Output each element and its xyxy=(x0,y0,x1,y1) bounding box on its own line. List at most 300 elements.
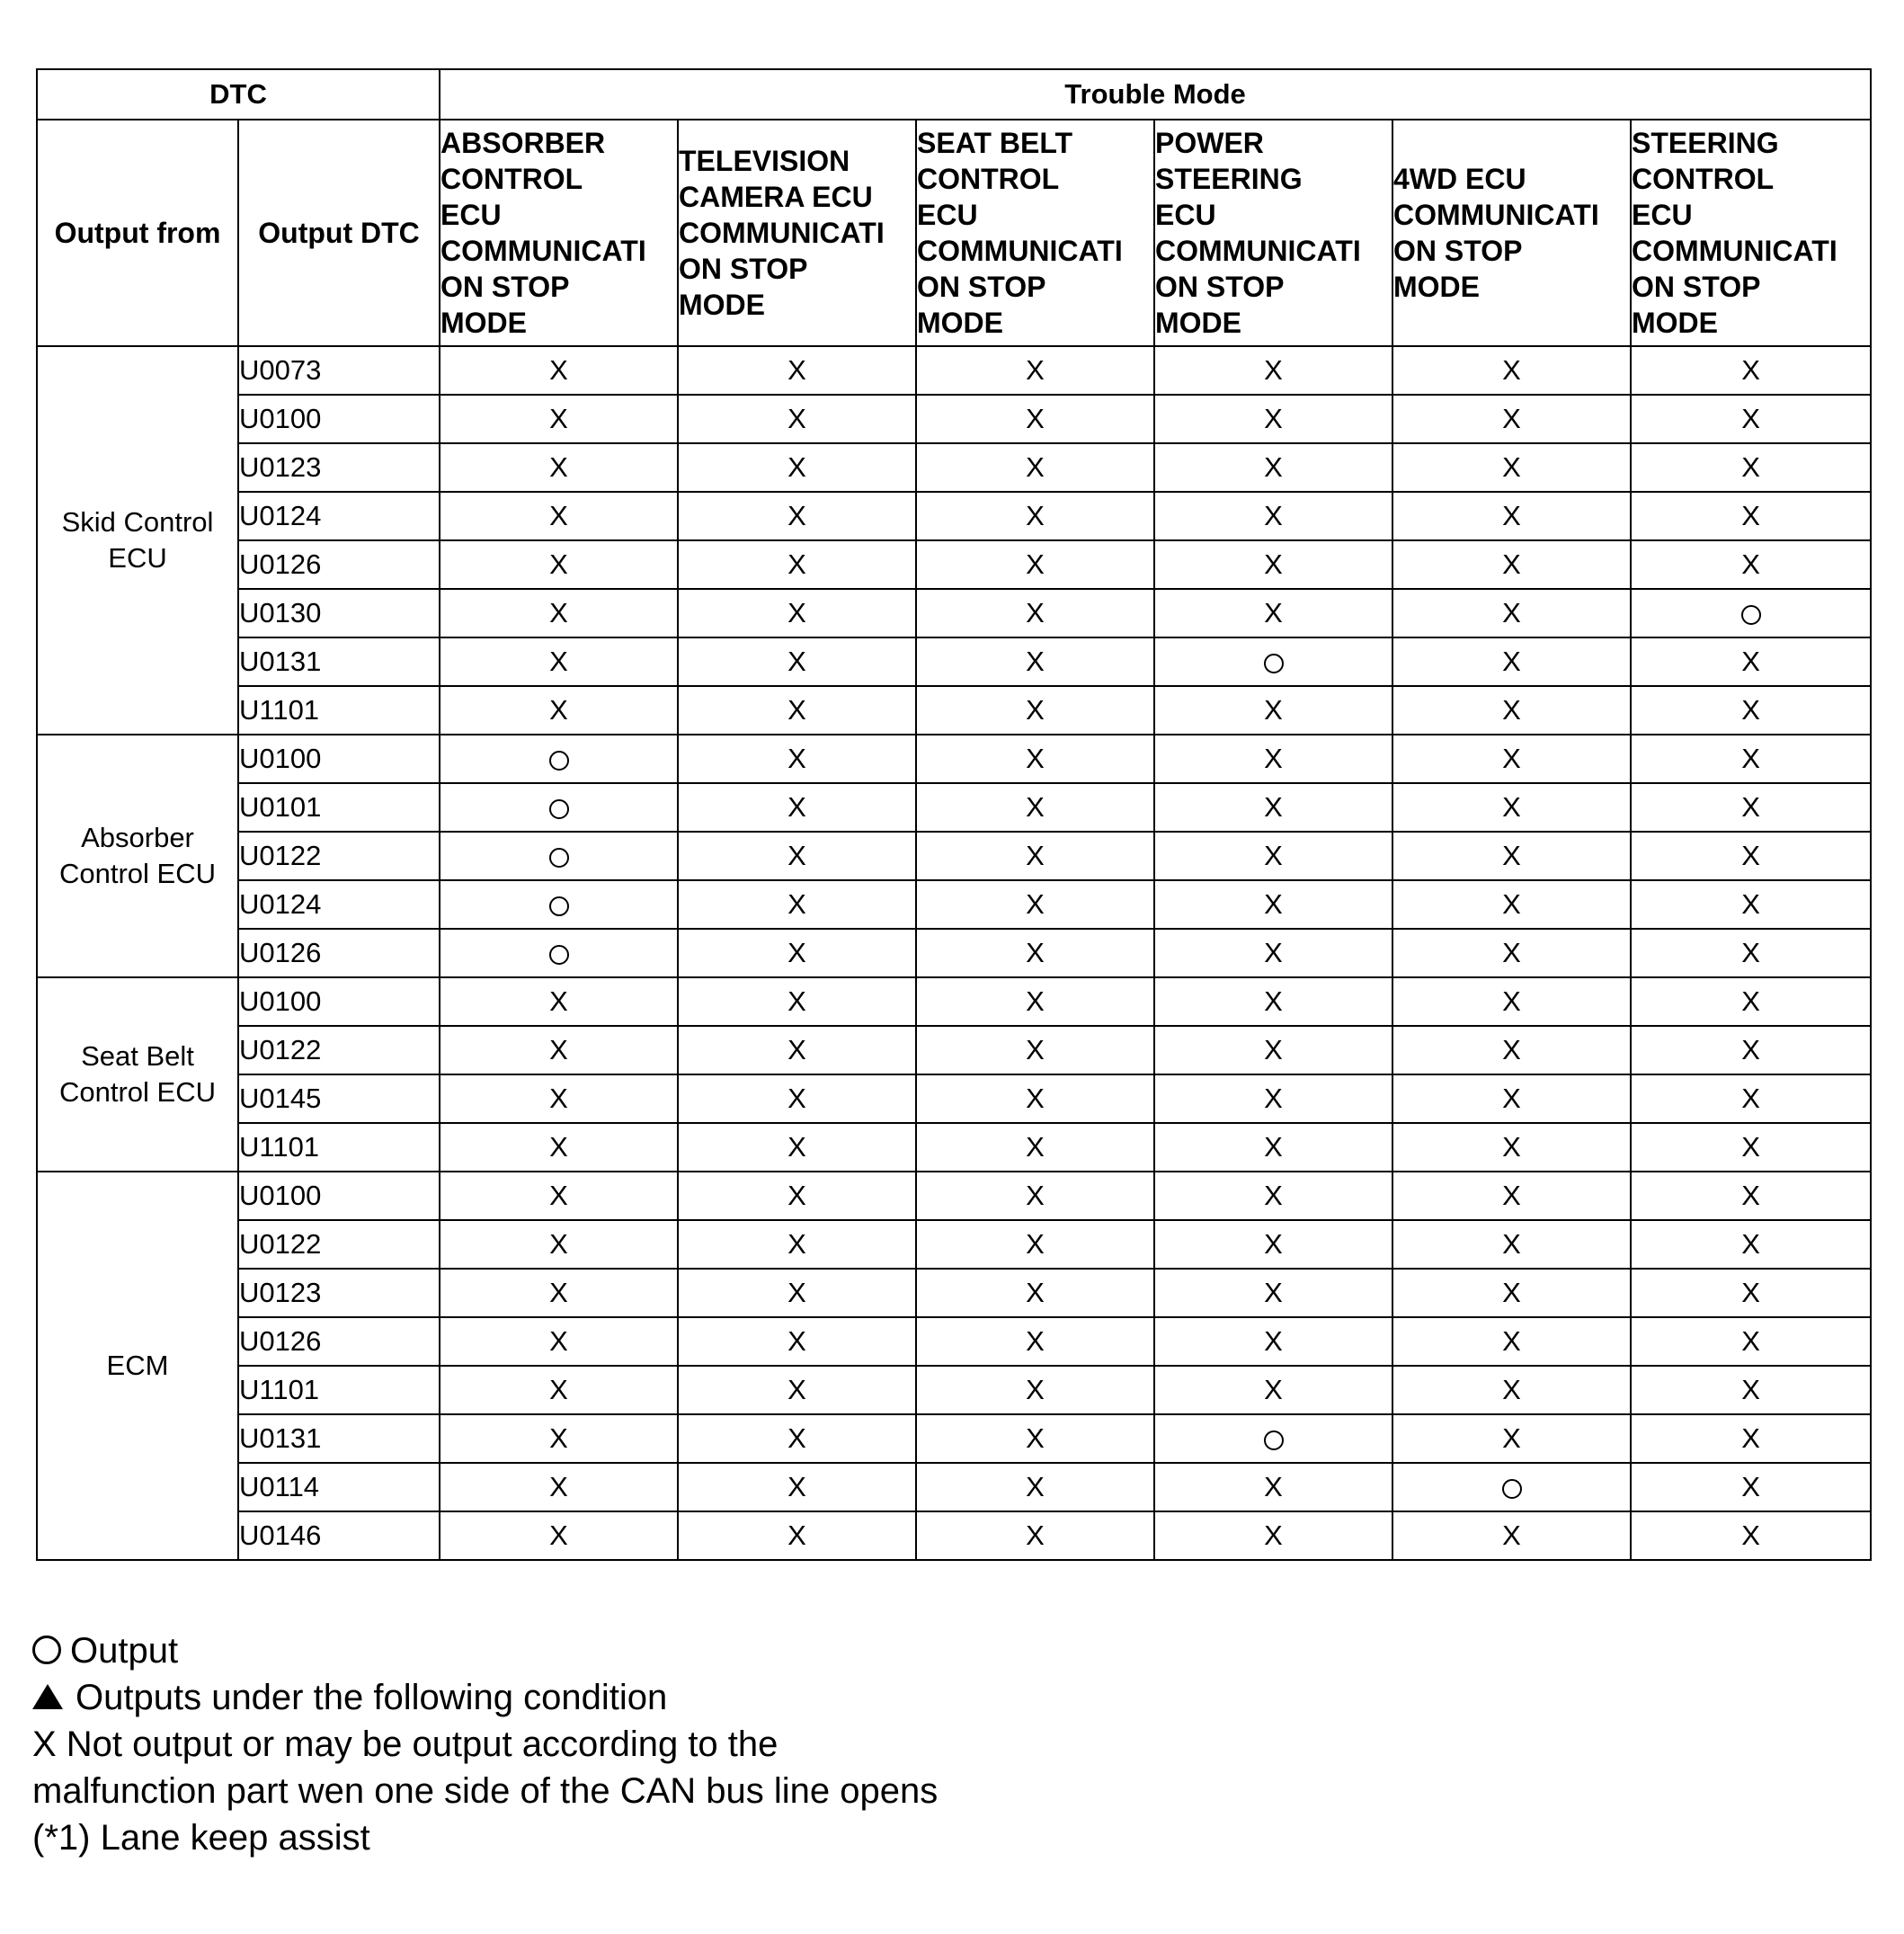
not-output-x-mark: X xyxy=(1741,1325,1760,1357)
not-output-x-mark: X xyxy=(1026,1180,1045,1211)
not-output-x-mark: X xyxy=(549,500,568,531)
mode-cell xyxy=(1392,1463,1631,1511)
mode-cell xyxy=(1392,1366,1631,1414)
table-row xyxy=(37,1317,1871,1366)
output-dtc-cell: U0122 xyxy=(238,1026,440,1074)
not-output-x-mark: X xyxy=(1741,1422,1760,1454)
mode-cell xyxy=(916,1026,1154,1074)
mode-cell xyxy=(1392,1074,1631,1123)
mode-cell xyxy=(1154,1026,1392,1074)
output-dtc-cell: U0122 xyxy=(238,1220,440,1269)
mode-cell xyxy=(1392,1172,1631,1220)
mode-cell xyxy=(916,929,1154,977)
legend-output-row xyxy=(32,1627,938,1674)
not-output-x-mark: X xyxy=(787,451,806,483)
mode-cell xyxy=(440,346,678,395)
not-output-x-mark: X xyxy=(1264,500,1283,531)
not-output-x-mark: X xyxy=(1026,791,1045,823)
mode-cell xyxy=(916,540,1154,589)
not-output-x-mark: X xyxy=(1264,597,1283,628)
mode-header-absorber: ABSORBER CONTROL ECU COMMUNICATI ON STOP MODE xyxy=(440,120,678,346)
mode-cell xyxy=(1154,1317,1392,1366)
output-circle-mark xyxy=(549,945,569,965)
mode-cell xyxy=(916,977,1154,1026)
mode-cell xyxy=(1631,1220,1871,1269)
mode-cell xyxy=(916,346,1154,395)
not-output-x-mark: X xyxy=(1264,1083,1283,1114)
mode-cell xyxy=(678,735,916,783)
mode-cell xyxy=(440,686,678,735)
not-output-x-mark: X xyxy=(1741,548,1760,580)
not-output-x-mark: X xyxy=(1264,937,1283,968)
mode-header-steering-control: STEERING CONTROL ECU COMMUNICATI ON STOP MODE xyxy=(1631,120,1871,346)
output-circle-mark xyxy=(549,751,569,771)
output-dtc-cell: U0100 xyxy=(238,977,440,1026)
mode-cell xyxy=(1154,1074,1392,1123)
not-output-x-mark: X xyxy=(1026,1520,1045,1551)
mode-cell xyxy=(1631,1074,1871,1123)
output-dtc-cell: U0122 xyxy=(238,832,440,880)
mode-cell xyxy=(916,735,1154,783)
mode-cell xyxy=(1392,1511,1631,1560)
output-circle-mark xyxy=(549,799,569,819)
mode-cell xyxy=(1392,1026,1631,1074)
not-output-x-mark: X xyxy=(1502,840,1521,871)
not-output-x-mark: X xyxy=(1502,451,1521,483)
not-output-x-mark: X xyxy=(1026,840,1045,871)
output-dtc-cell: U0101 xyxy=(238,783,440,832)
mode-cell xyxy=(440,1074,678,1123)
not-output-x-mark: X xyxy=(787,597,806,628)
not-output-x-mark: X xyxy=(549,1471,568,1502)
mode-cell xyxy=(440,929,678,977)
mode-cell xyxy=(678,637,916,686)
output-dtc-cell: U0126 xyxy=(238,1317,440,1366)
output-from-cell: Skid Control ECU xyxy=(37,346,238,735)
mode-cell xyxy=(678,783,916,832)
not-output-x-mark: X xyxy=(1264,451,1283,483)
mode-cell xyxy=(678,492,916,540)
mode-cell xyxy=(678,832,916,880)
table-row xyxy=(37,1463,1871,1511)
mode-cell xyxy=(1631,492,1871,540)
not-output-x-mark: X xyxy=(1741,646,1760,677)
not-output-x-mark: X xyxy=(787,1325,806,1357)
mode-cell xyxy=(916,492,1154,540)
mode-cell xyxy=(678,1511,916,1560)
not-output-x-mark: X xyxy=(1741,1083,1760,1114)
mode-cell xyxy=(440,1123,678,1172)
mode-cell xyxy=(916,880,1154,929)
not-output-x-mark: X xyxy=(1026,403,1045,434)
not-output-x-mark: X xyxy=(1026,1083,1045,1114)
mode-cell xyxy=(916,1414,1154,1463)
mode-cell xyxy=(916,1123,1154,1172)
not-output-x-mark: X xyxy=(549,1277,568,1308)
not-output-x-mark: X xyxy=(1502,937,1521,968)
not-output-x-mark: X xyxy=(1026,694,1045,726)
mode-cell xyxy=(440,1414,678,1463)
not-output-x-mark: X xyxy=(1502,1422,1521,1454)
mode-cell xyxy=(916,637,1154,686)
not-output-x-mark: X xyxy=(787,1471,806,1502)
not-output-x-mark: X xyxy=(1502,354,1521,386)
not-output-x-mark: X xyxy=(1502,791,1521,823)
mode-cell xyxy=(440,735,678,783)
mode-cell xyxy=(1631,735,1871,783)
legend xyxy=(32,1627,938,1861)
mode-cell xyxy=(1154,686,1392,735)
mode-cell xyxy=(1631,1366,1871,1414)
mode-cell xyxy=(1392,1269,1631,1317)
output-from-cell: Seat Belt Control ECU xyxy=(37,977,238,1172)
not-output-x-mark: X xyxy=(1741,403,1760,434)
mode-cell xyxy=(1392,1317,1631,1366)
not-output-x-mark: X xyxy=(1741,500,1760,531)
mode-cell xyxy=(678,1074,916,1123)
not-output-x-mark: X xyxy=(1026,1034,1045,1065)
mode-cell xyxy=(916,783,1154,832)
mode-cell xyxy=(440,977,678,1026)
not-output-x-mark: X xyxy=(1502,646,1521,677)
not-output-x-mark: X xyxy=(787,1083,806,1114)
mode-cell xyxy=(678,395,916,443)
table-body xyxy=(37,346,1871,1560)
mode-cell xyxy=(1392,977,1631,1026)
not-output-x-mark: X xyxy=(1026,743,1045,774)
mode-cell xyxy=(1154,443,1392,492)
not-output-x-mark: X xyxy=(787,1131,806,1163)
mode-cell xyxy=(1631,977,1871,1026)
not-output-x-mark: X xyxy=(1026,1228,1045,1260)
not-output-x-mark: X xyxy=(1502,1180,1521,1211)
output-circle-mark xyxy=(549,896,569,916)
not-output-x-mark: X xyxy=(1502,888,1521,920)
mode-cell xyxy=(1154,540,1392,589)
mode-cell xyxy=(678,1220,916,1269)
mode-cell xyxy=(1631,1511,1871,1560)
output-dtc-cell: U0100 xyxy=(238,395,440,443)
not-output-x-mark: X xyxy=(1741,840,1760,871)
output-dtc-header: Output DTC xyxy=(238,120,440,346)
not-output-x-mark: X xyxy=(1026,597,1045,628)
not-output-x-mark: X xyxy=(1741,451,1760,483)
mode-cell xyxy=(1631,540,1871,589)
not-output-x-mark: X xyxy=(1502,403,1521,434)
mode-cell xyxy=(1154,1220,1392,1269)
table-row xyxy=(37,637,1871,686)
not-output-x-mark: X xyxy=(1026,985,1045,1017)
legend-conditional-text: Outputs under the following condition xyxy=(76,1678,668,1717)
mode-cell xyxy=(916,589,1154,637)
not-output-x-mark: X xyxy=(1741,354,1760,386)
mode-cell xyxy=(1392,346,1631,395)
not-output-x-mark: X xyxy=(549,354,568,386)
mode-cell xyxy=(1631,880,1871,929)
not-output-x-mark: X xyxy=(549,646,568,677)
not-output-x-mark: X xyxy=(549,1422,568,1454)
table-row xyxy=(37,395,1871,443)
mode-cell xyxy=(1154,1414,1392,1463)
mode-cell xyxy=(440,880,678,929)
mode-cell xyxy=(440,492,678,540)
table-row xyxy=(37,735,1871,783)
output-dtc-cell: U1101 xyxy=(238,1123,440,1172)
mode-cell xyxy=(1154,929,1392,977)
mode-cell xyxy=(440,540,678,589)
output-from-cell: Absorber Control ECU xyxy=(37,735,238,977)
output-dtc-cell: U0126 xyxy=(238,929,440,977)
mode-cell xyxy=(440,1511,678,1560)
not-output-x-mark: X xyxy=(1502,548,1521,580)
mode-cell xyxy=(1154,783,1392,832)
not-output-x-mark: X xyxy=(1026,500,1045,531)
mode-cell xyxy=(1392,589,1631,637)
mode-cell xyxy=(678,929,916,977)
not-output-x-mark: X xyxy=(1741,1520,1760,1551)
mode-cell xyxy=(1631,1463,1871,1511)
mode-cell xyxy=(1631,637,1871,686)
mode-cell xyxy=(440,1269,678,1317)
not-output-x-mark: X xyxy=(1264,1520,1283,1551)
not-output-x-mark: X xyxy=(1741,1277,1760,1308)
mode-cell xyxy=(1631,346,1871,395)
not-output-x-mark: X xyxy=(787,1422,806,1454)
not-output-x-mark: X xyxy=(1264,548,1283,580)
mode-cell xyxy=(1631,1172,1871,1220)
not-output-x-mark: X xyxy=(1741,888,1760,920)
not-output-x-mark: X xyxy=(549,694,568,726)
table-row xyxy=(37,783,1871,832)
legend-note1: (*1) Lane keep assist xyxy=(32,1818,370,1858)
mode-cell xyxy=(1154,832,1392,880)
mode-cell xyxy=(1154,589,1392,637)
table-row xyxy=(37,1172,1871,1220)
mode-cell xyxy=(916,1269,1154,1317)
output-circle-mark xyxy=(1264,1430,1284,1450)
output-from-header: Output from xyxy=(37,120,238,346)
output-dtc-cell: U0130 xyxy=(238,589,440,637)
mode-cell xyxy=(1392,492,1631,540)
table-row xyxy=(37,1511,1871,1560)
table-row xyxy=(37,346,1871,395)
mode-cell xyxy=(1392,1414,1631,1463)
mode-cell xyxy=(440,832,678,880)
not-output-x-mark: X xyxy=(1741,1471,1760,1502)
not-output-x-mark: X xyxy=(1741,743,1760,774)
mode-cell xyxy=(678,686,916,735)
mode-cell xyxy=(1392,686,1631,735)
mode-cell xyxy=(916,1220,1154,1269)
mode-cell xyxy=(440,1463,678,1511)
not-output-x-mark: X xyxy=(1264,1471,1283,1502)
not-output-x-mark: X xyxy=(1502,1228,1521,1260)
not-output-x-mark: X xyxy=(1741,1034,1760,1065)
not-output-x-mark: X xyxy=(787,985,806,1017)
not-output-x-mark: X xyxy=(1264,1374,1283,1405)
not-output-x-mark: X xyxy=(1502,1374,1521,1405)
legend-not-output-line2: malfunction part wen one side of the CAN bus line opens xyxy=(32,1771,939,1811)
not-output-x-mark: X xyxy=(1741,694,1760,726)
mode-cell xyxy=(916,1463,1154,1511)
output-dtc-cell: U0123 xyxy=(238,1269,440,1317)
not-output-x-mark: X xyxy=(1264,840,1283,871)
not-output-x-mark: X xyxy=(1026,888,1045,920)
mode-cell xyxy=(916,1317,1154,1366)
output-dtc-cell: U1101 xyxy=(238,686,440,735)
mode-cell xyxy=(1154,1269,1392,1317)
not-output-x-mark: X xyxy=(787,1374,806,1405)
mode-cell xyxy=(1154,395,1392,443)
not-output-x-mark: X xyxy=(1502,1520,1521,1551)
mode-cell xyxy=(1392,1123,1631,1172)
table-row xyxy=(37,492,1871,540)
not-output-x-mark: X xyxy=(787,1180,806,1211)
not-output-x-mark: X xyxy=(1741,1131,1760,1163)
not-output-x-mark: X xyxy=(1741,985,1760,1017)
table-row xyxy=(37,832,1871,880)
output-circle-mark xyxy=(1741,605,1761,625)
not-output-x-mark: X xyxy=(549,1228,568,1260)
not-output-x-mark: X xyxy=(1741,1228,1760,1260)
mode-cell xyxy=(1631,929,1871,977)
table-row xyxy=(37,589,1871,637)
not-output-x-mark: X xyxy=(1502,1131,1521,1163)
table-row xyxy=(37,1123,1871,1172)
table-row xyxy=(37,1366,1871,1414)
mode-cell xyxy=(1154,1123,1392,1172)
mode-cell xyxy=(1154,1172,1392,1220)
table-row xyxy=(37,1026,1871,1074)
not-output-x-mark: X xyxy=(1026,1277,1045,1308)
mode-cell xyxy=(678,1123,916,1172)
output-dtc-cell: U0100 xyxy=(238,735,440,783)
mode-cell xyxy=(916,395,1154,443)
mode-cell xyxy=(916,1074,1154,1123)
legend-output-text: Output xyxy=(70,1631,179,1671)
mode-cell xyxy=(916,1172,1154,1220)
output-dtc-cell: U0126 xyxy=(238,540,440,589)
mode-cell xyxy=(916,1366,1154,1414)
not-output-x-mark: X xyxy=(787,646,806,677)
not-output-x-mark: X xyxy=(1264,694,1283,726)
not-output-x-mark: X xyxy=(549,1520,568,1551)
mode-cell xyxy=(678,346,916,395)
table-row xyxy=(37,929,1871,977)
mode-cell xyxy=(1631,783,1871,832)
table-row xyxy=(37,1074,1871,1123)
mode-cell xyxy=(678,1269,916,1317)
mode-cell xyxy=(1631,589,1871,637)
not-output-x-mark: X xyxy=(787,840,806,871)
not-output-x-mark: X xyxy=(549,1131,568,1163)
table-row xyxy=(37,443,1871,492)
not-output-x-mark: X xyxy=(1264,791,1283,823)
dtc-header: DTC xyxy=(37,69,440,120)
not-output-x-mark: X xyxy=(1264,403,1283,434)
mode-cell xyxy=(678,1366,916,1414)
mode-cell xyxy=(1154,1463,1392,1511)
not-output-x-mark: X xyxy=(1264,1131,1283,1163)
trouble-mode-header: Trouble Mode xyxy=(440,69,1871,120)
mode-cell xyxy=(1154,1511,1392,1560)
not-output-x-mark: X xyxy=(549,1325,568,1357)
mode-cell xyxy=(1631,443,1871,492)
mode-cell xyxy=(1631,1026,1871,1074)
mode-cell xyxy=(440,1026,678,1074)
not-output-x-mark: X xyxy=(787,1277,806,1308)
not-output-x-mark: X xyxy=(549,1034,568,1065)
output-dtc-cell: U0073 xyxy=(238,346,440,395)
triangle-icon xyxy=(32,1684,63,1709)
not-output-x-mark: X xyxy=(1502,500,1521,531)
not-output-x-mark: X xyxy=(549,403,568,434)
output-dtc-cell: U0145 xyxy=(238,1074,440,1123)
mode-cell xyxy=(1392,1220,1631,1269)
mode-cell xyxy=(440,1172,678,1220)
mode-header-television-camera: TELEVISION CAMERA ECU COMMUNICATI ON STOP MODE xyxy=(678,120,916,346)
mode-cell xyxy=(678,1463,916,1511)
mode-cell xyxy=(678,443,916,492)
not-output-x-mark: X xyxy=(1264,985,1283,1017)
mode-cell xyxy=(440,443,678,492)
table-row xyxy=(37,1414,1871,1463)
not-output-x-mark: X xyxy=(549,1180,568,1211)
not-output-x-mark: X xyxy=(1741,791,1760,823)
mode-cell xyxy=(916,686,1154,735)
mode-cell xyxy=(1631,832,1871,880)
mode-cell xyxy=(440,1220,678,1269)
mode-cell xyxy=(916,832,1154,880)
mode-cell xyxy=(1154,346,1392,395)
mode-cell xyxy=(440,395,678,443)
output-dtc-cell: U1101 xyxy=(238,1366,440,1414)
not-output-x-mark: X xyxy=(787,937,806,968)
output-dtc-cell: U0123 xyxy=(238,443,440,492)
not-output-x-mark: X xyxy=(787,548,806,580)
output-dtc-cell: U0124 xyxy=(238,492,440,540)
output-dtc-cell: U0114 xyxy=(238,1463,440,1511)
mode-cell xyxy=(916,443,1154,492)
mode-cell xyxy=(1154,637,1392,686)
mode-cell xyxy=(440,1366,678,1414)
mode-cell xyxy=(678,880,916,929)
mode-cell xyxy=(1631,686,1871,735)
mode-cell xyxy=(1392,783,1631,832)
mode-cell xyxy=(1392,395,1631,443)
not-output-x-mark: X xyxy=(1026,937,1045,968)
mode-cell xyxy=(1631,1414,1871,1463)
output-circle-mark xyxy=(549,848,569,868)
mode-header-power-steering: POWER STEERING ECU COMMUNICATI ON STOP MODE xyxy=(1154,120,1392,346)
output-circle-mark xyxy=(1264,654,1284,673)
mode-cell xyxy=(1392,443,1631,492)
not-output-x-mark: X xyxy=(1026,548,1045,580)
mode-cell xyxy=(1631,1123,1871,1172)
not-output-x-mark: X xyxy=(1264,1180,1283,1211)
not-output-x-mark: X xyxy=(549,451,568,483)
mode-cell xyxy=(1392,637,1631,686)
mode-cell xyxy=(440,589,678,637)
mode-cell xyxy=(1154,880,1392,929)
mode-cell xyxy=(440,637,678,686)
mode-cell xyxy=(678,540,916,589)
not-output-x-mark: X xyxy=(1741,1374,1760,1405)
mode-header-4wd: 4WD ECU COMMUNICATI ON STOP MODE xyxy=(1392,120,1631,346)
not-output-x-mark: X xyxy=(1264,1228,1283,1260)
not-output-x-mark: X xyxy=(1502,1277,1521,1308)
not-output-x-mark: X xyxy=(1026,1471,1045,1502)
